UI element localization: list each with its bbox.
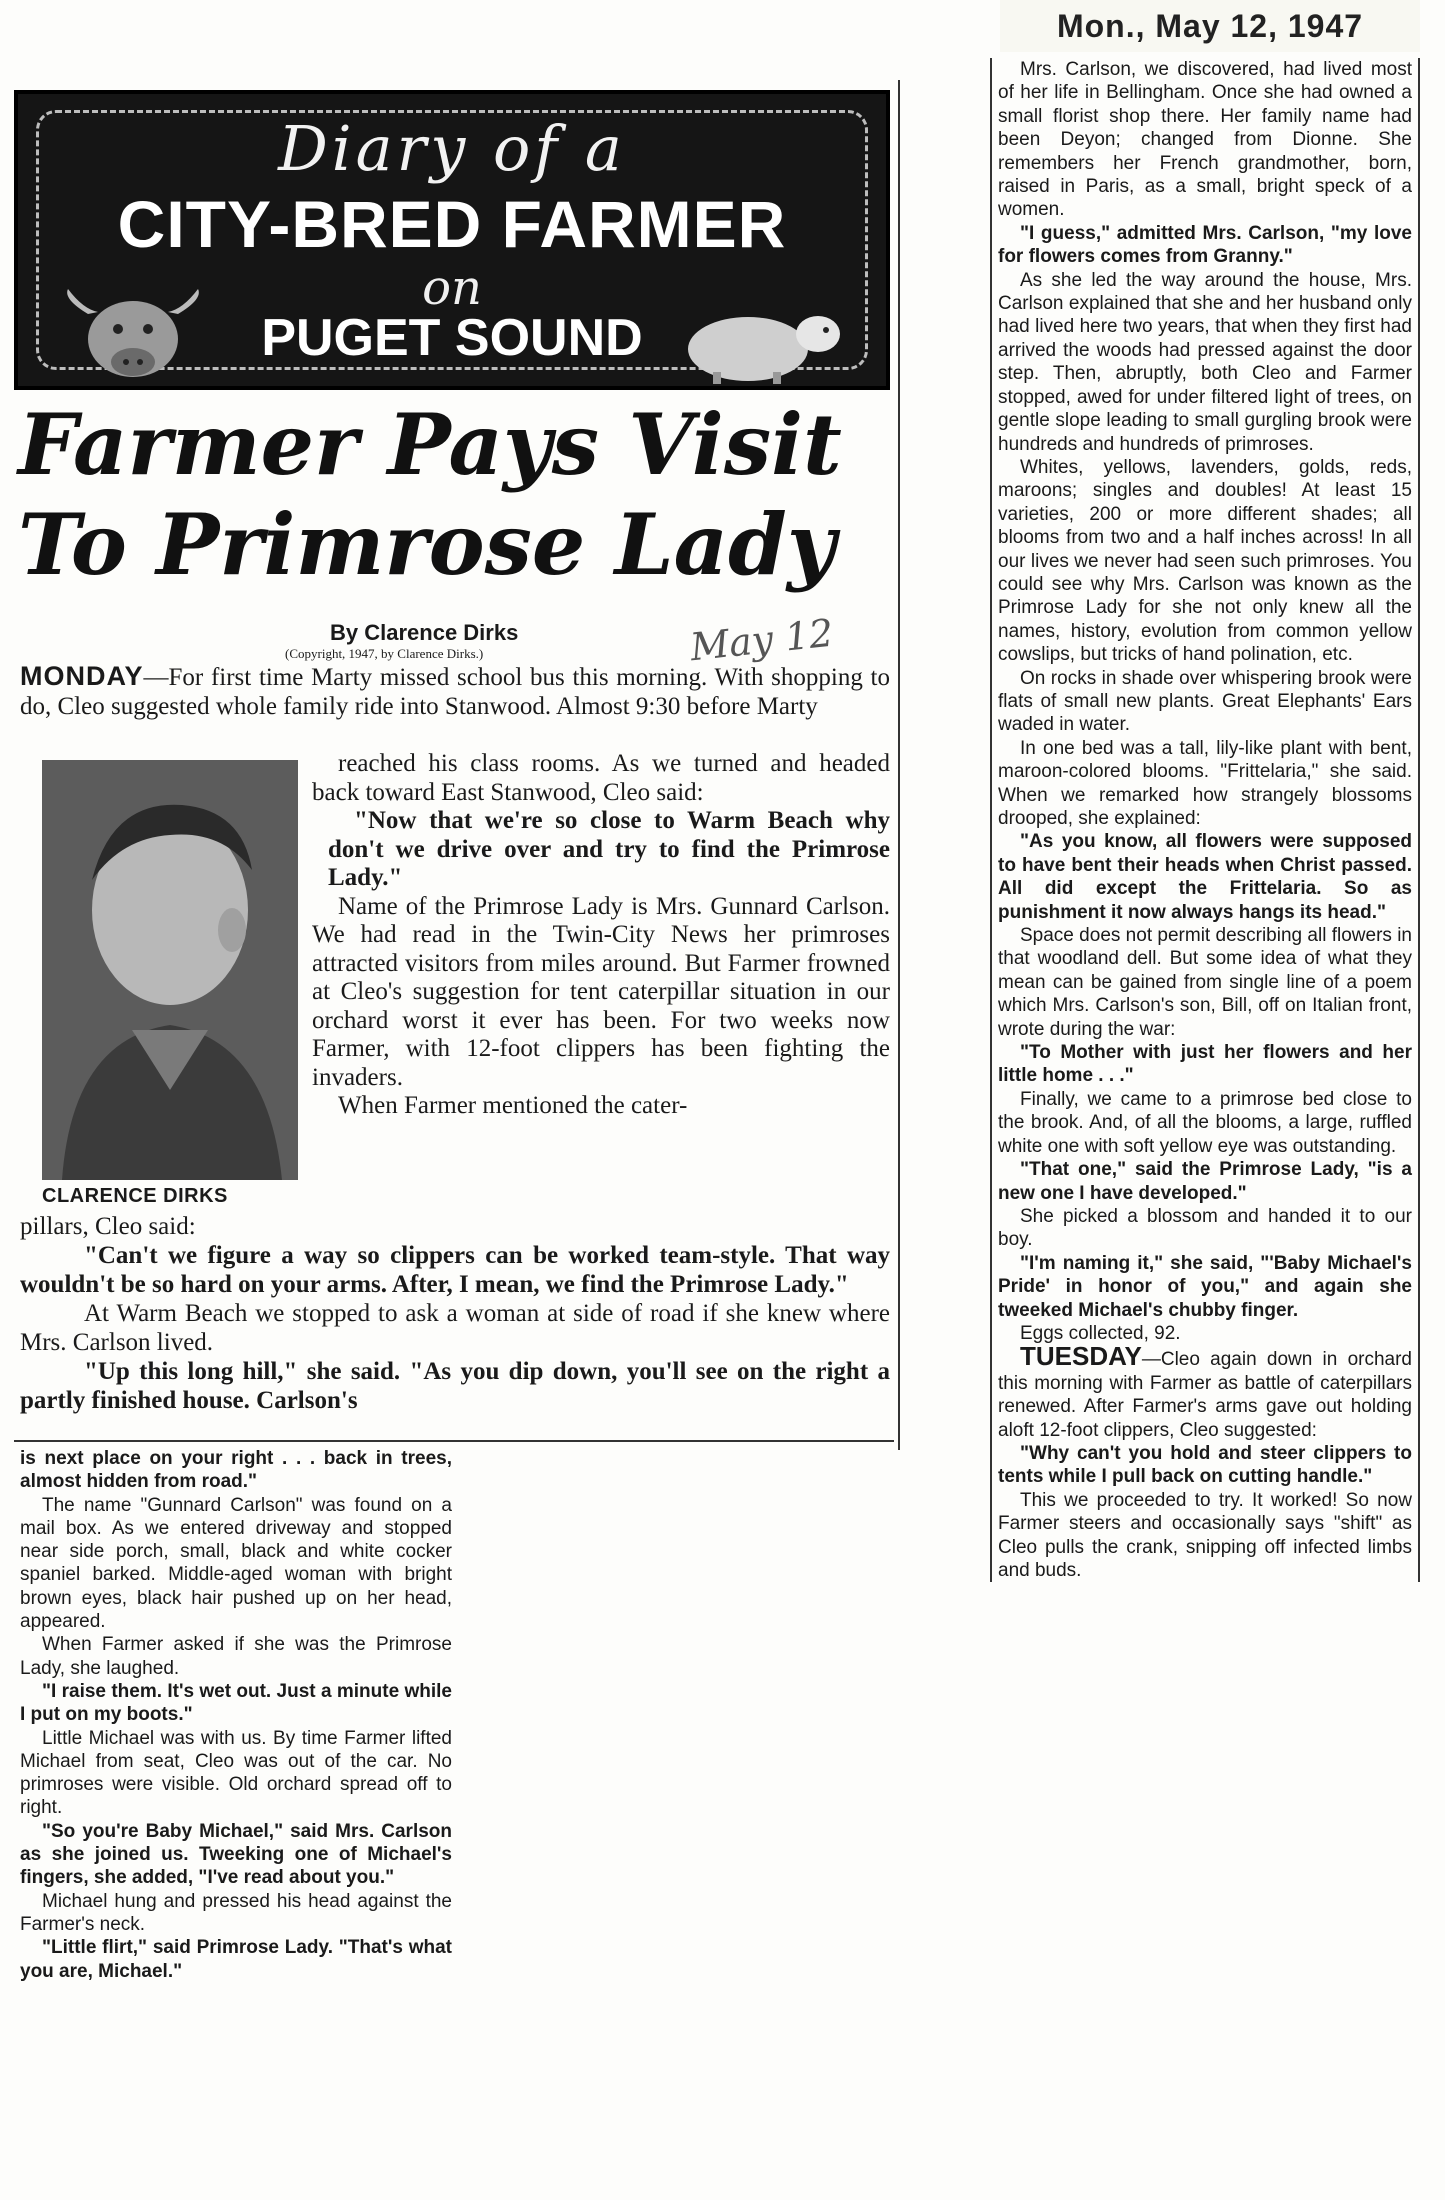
copyright-line: (Copyright, 1947, by Clarence Dirks.)	[285, 646, 484, 661]
masthead-on: on	[422, 260, 482, 316]
sheep-icon	[678, 294, 848, 384]
paragraph: As she led the way around the house, Mrs. Carlson explained that she and her husband only had lived here two years, that when they first had arrived the woods had pressed against the door step. Then, abruptly, both Cleo and Farmer stopped, awed for under filtered light of trees, on gentle slope leading to small gurgling brook were hundreds and hundreds of primroses.	[998, 269, 1412, 455]
quote: "I'm naming it," she said, "'Baby Michael's Pride' in honor of you," and again she tweeked Michael's chubby finger.	[998, 1252, 1412, 1321]
quote: "As you know, all flowers were supposed to have bent their heads when Christ passed. All did except the Frittelaria. So as punishment it now always hangs its head."	[998, 831, 1412, 923]
paragraph: Name of the Primrose Lady is Mrs. Gunnard Carlson. We had read in the Twin-City News her primroses attracted visitors from miles around. But Farmer frowned at Cleo's suggestion for tent caterpillar situation in our orchard worst it ever has been. For two weeks now Farmer, with 12-foot clippers has been fighting the invaders.	[312, 892, 890, 1091]
handwritten-date: May 12	[688, 610, 836, 670]
paragraph: reached his class rooms. As we turned and headed back toward East Stanwood, Cleo said:	[312, 750, 890, 806]
masthead-puget-sound: PUGET SOUND	[261, 309, 643, 367]
paragraph: When Farmer asked if she was the Primrose Lady, she laughed.	[20, 1634, 452, 1679]
paragraph: Space does not permit describing all flowers in that woodland dell. But some idea of what they mean can be gained from single line of a poem which Mrs. Carlson's son, Bill, off on Italian front, wrote during the war:	[998, 925, 1412, 1040]
quote: "I raise them. It's wet out. Just a minute while I put on my boots."	[20, 1680, 452, 1726]
lead-text: —For first time Marty missed school bus this morning. With shopping to do, Cleo suggested whole family ride into Stanwood. Almost 9:30 before Marty	[20, 664, 890, 720]
paragraph: Mrs. Carlson, we discovered, had lived most of her life in Bellingham. Once she had owned a small florist shop there. Her family name had been Deyon; changed from Dionne. She remembers her French grandmother, born, raised in Paris, as a small, bright speck of a women.	[998, 59, 1412, 221]
tuesday-text: —Cleo again down in orchard this morning with Farmer as battle of caterpillars renewed. After Farmer's arms gave out holding aloft 12-foot clippers, Cleo suggested:	[998, 1349, 1412, 1441]
date-stamp: Mon., May 12, 1947	[1000, 0, 1420, 52]
paragraph: Finally, we came to a primrose bed close to the brook. And, of all the blooms, a large, ruffled white one with soft yellow eye was outstanding.	[998, 1088, 1412, 1157]
quote: "Little flirt," said Primrose Lady. "That's what you are, Michael."	[20, 1937, 452, 1982]
narrow-column	[20, 1447, 452, 1983]
paragraph: On rocks in shade over whispering brook were flats of small new plants. Great Elephants' Ears waded in water.	[998, 667, 1412, 736]
quote: "Up this long hill," she said. "As you dip down, you'll see on the right a partly finished house. Carlson's	[20, 1358, 890, 1414]
wrap-column	[312, 750, 890, 1121]
divider	[14, 1440, 894, 1442]
photo-caption: CLARENCE DIRKS	[42, 1185, 228, 1207]
paragraph: In one bed was a tall, lily-like plant with bent, maroon-colored blooms. "Frittelaria," she said. When we remarked how strangely blossoms drooped, she explained:	[998, 737, 1412, 829]
portrait-image	[42, 760, 298, 1180]
quote: "Now that we're so close to Warm Beach why don't we drive over and try to find the Primrose Lady."	[328, 807, 890, 891]
paragraph: pillars, Cleo said:	[20, 1213, 196, 1240]
quote: "That one," said the Primrose Lady, "is a new one I have developed."	[998, 1159, 1412, 1204]
day-monday: MONDAY	[20, 661, 144, 691]
paragraph: This we proceeded to try. It worked! So now Farmer steers and occasionally says "shift" as Cleo pulls the crank, snipping off infected limbs and buds.	[998, 1489, 1412, 1581]
lead-paragraph	[20, 662, 890, 721]
bull-icon	[58, 284, 208, 384]
column-masthead	[14, 90, 890, 390]
paragraph: She picked a blossom and handed it to our boy.	[998, 1205, 1412, 1251]
paragraph: At Warm Beach we stopped to ask a woman at side of road if she knew where Mrs. Carlson lived.	[20, 1300, 890, 1356]
paragraph: Michael hung and pressed his head against the Farmer's neck.	[20, 1890, 452, 1935]
right-column	[990, 58, 1420, 1582]
day-tuesday: TUESDAY	[1020, 1341, 1142, 1372]
paragraph: Little Michael was with us. By time Farmer lifted Michael from seat, Cleo was out of the car. No primroses were visible. Old orchard spread off to right.	[20, 1727, 452, 1819]
byline: By Clarence Dirks	[330, 620, 519, 645]
full-width-column	[20, 1212, 890, 1415]
quote: "Why can't you hold and steer clippers to tents while I pull back on cutting handle."	[998, 1442, 1412, 1488]
masthead-city-bred-farmer: CITY-BRED FARMER	[117, 187, 787, 261]
quote: "So you're Baby Michael," said Mrs. Carlson as she joined us. Tweeking one of Michael's fingers, she added, "I've read about you."	[20, 1820, 452, 1889]
headline-line-1: Farmer Pays Visit	[18, 395, 842, 494]
masthead-diary: Diary of a	[278, 112, 626, 185]
eggs-count: Eggs collected, 92.	[1020, 1322, 1181, 1344]
quote: "I guess," admitted Mrs. Carlson, "my love for flowers comes from Granny."	[998, 222, 1412, 268]
headline-line-2: To Primrose Lady	[18, 495, 836, 594]
quote: "To Mother with just her flowers and her little home . . ."	[998, 1042, 1412, 1087]
paragraph	[998, 1341, 1412, 1442]
author-photo	[42, 760, 298, 1180]
paragraph: Whites, yellows, lavenders, golds, reds, maroons; singles and doubles! At least 15 varieties, 200 or more different shades; all blooms from two and a half inches across! In all our lives we never had seen such primroses. You could see why Mrs. Carlson was known as the Primrose Lady for she not only knew all the names, history, evolution from common yellow cowslips, but tricks of hand polination, etc.	[998, 456, 1412, 666]
paragraph: When Farmer mentioned the cater-	[338, 1092, 688, 1119]
headline	[18, 395, 898, 595]
quote: "Can't we figure a way so clippers can be worked team-style. That way wouldn't be so hard on your arms. After, I mean, we find the Primrose Lady."	[20, 1242, 890, 1298]
quote: is next place on your right . . . back in trees, almost hidden from road."	[20, 1448, 452, 1493]
paragraph: The name "Gunnard Carlson" was found on a mail box. As we entered driveway and stopped near side porch, small, black and white cocker spaniel barked. Middle-aged woman with bright brown eyes, black hair pushed up on her head, appeared.	[20, 1494, 452, 1633]
